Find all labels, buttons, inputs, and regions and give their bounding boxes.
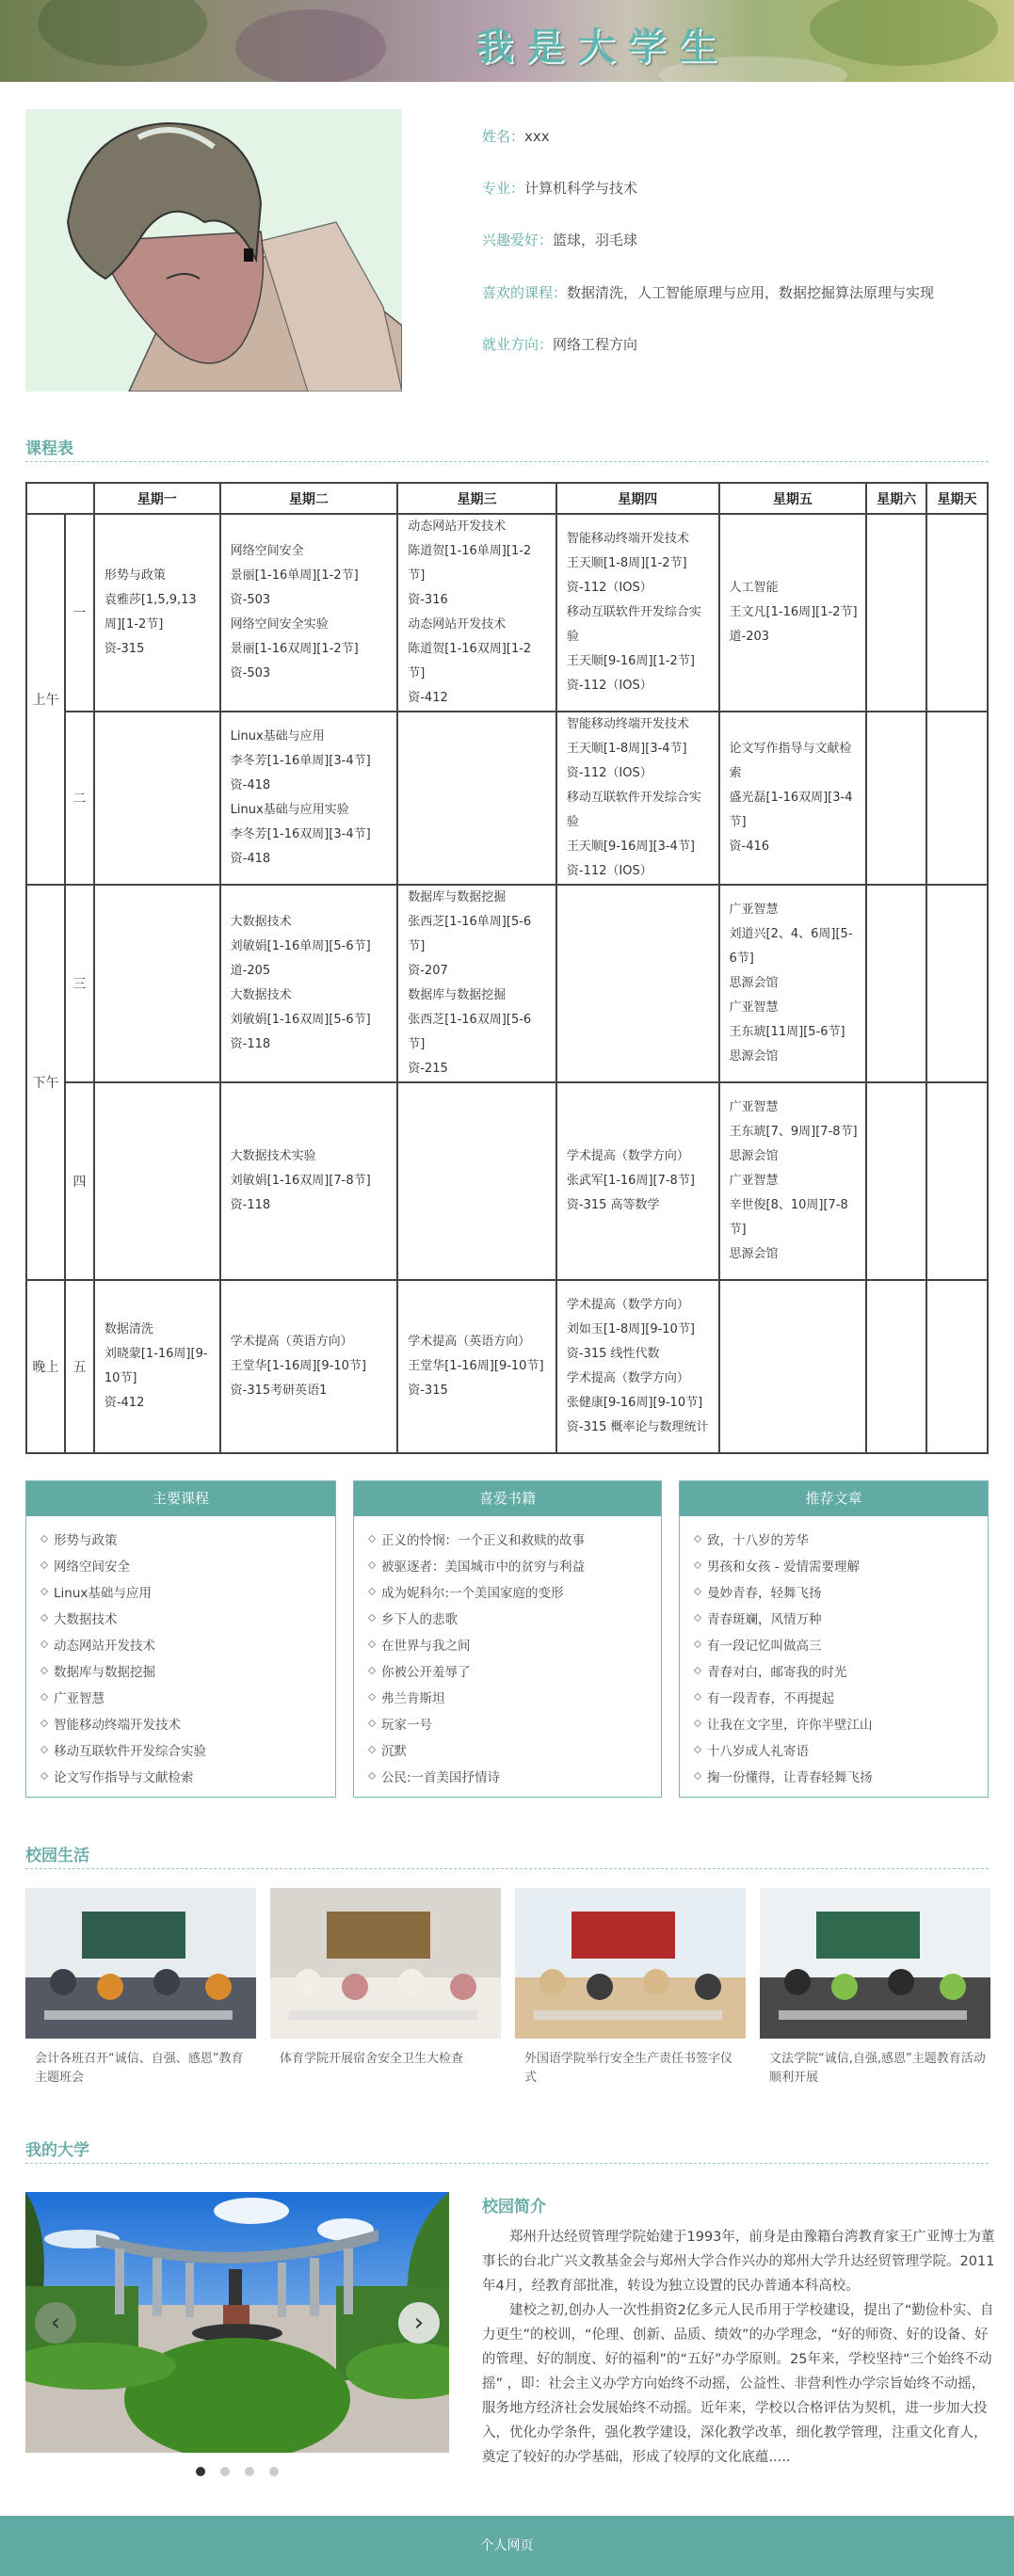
- photo-caption[interactable]: 体育学院开展宿舍安全卫生大检查: [280, 2052, 464, 2066]
- diamond-bullet-icon: [694, 1640, 701, 1648]
- box-title: 主要课程: [26, 1481, 335, 1516]
- course-line: 思源会馆: [729, 1149, 779, 1163]
- course-line: 刘敏娟[1-16单周][5-6节]: [230, 939, 371, 953]
- diamond-bullet-icon: [694, 1693, 701, 1701]
- list-item[interactable]: [369, 1765, 661, 1791]
- schedule-cell: [866, 712, 926, 885]
- slider-next-button[interactable]: [398, 2302, 440, 2344]
- schedule-cell: [220, 885, 398, 1082]
- campus-photo[interactable]: [760, 1888, 990, 2039]
- diamond-bullet-icon: [368, 1720, 376, 1727]
- course-line: 刘敏娟[1-16双周][7-8节]: [230, 1174, 371, 1188]
- schedule-cell: [866, 514, 926, 712]
- list-item-label: 大数据技术: [54, 1612, 118, 1627]
- list-item[interactable]: [369, 1580, 661, 1607]
- list-item-label: 论文写作指导与文献检索: [54, 1770, 194, 1785]
- course-line: 资-112（IOS）: [566, 766, 652, 780]
- diamond-bullet-icon: [40, 1614, 48, 1622]
- schedule-cell: [94, 1082, 220, 1280]
- campus-photo[interactable]: [270, 1888, 501, 2039]
- course-line: 刘道兴[2、4、6周][5-6节]: [729, 927, 853, 966]
- campus-photo[interactable]: [515, 1888, 746, 2039]
- course-line: 资-503: [230, 593, 271, 607]
- schedule-cell: [719, 712, 867, 885]
- box-list: [26, 1516, 335, 1791]
- list-item[interactable]: [695, 1738, 988, 1765]
- intro-paragraph: 郑州升达经贸管理学院始建于1993年，前身是由豫籍台湾教育家王广亚博士为董事长的台北广兴文教基金会与郑州大学合作兴办的郑州大学升达经贸管理学院。2011年4月，经教育部批准，转设为独立设置的民办普通本科高校。: [482, 2230, 995, 2294]
- schedule-cell: [719, 1082, 867, 1280]
- photo-caption[interactable]: 外国语学院举行安全生产责任书签字仪式: [524, 2052, 733, 2085]
- schedule-cell: [397, 514, 556, 712]
- course-line: 数据清洗: [104, 1322, 153, 1336]
- diamond-bullet-icon: [40, 1720, 48, 1727]
- intro-paragraph: 建校之初,创办人一次性捐资2亿多元人民币用于学校建设，提出了“勤俭朴实、自力更生”的校训，“伦理、创新、品质、绩效”的办学理念，“好的师资、好的设备、好的管理、好的制度、好的福利”的“五好”办学原则。25年来，学校坚持“三个始终不动摇” ，即：社会主义办学方向始终不动摇，公益性、非营利性办学宗旨始终不动摇，服务地方经济社会发展始终不动摇。近年来，学校以合格评估为契机，进一步加大投入，优化办学条件，强化教学建设，深化教学改革，细化教学管理，注重文化育人，奠定了较好的办学基础，形成了较厚的文化底蕴.....: [482, 2303, 994, 2465]
- course-line: 刘晓蒙[1-16周][9-10节]: [104, 1347, 208, 1385]
- box-list: [680, 1516, 988, 1791]
- schedule-cell: [926, 1280, 988, 1453]
- course-line: 王堂华[1-16周][9-10节]: [408, 1359, 544, 1373]
- list-item-label: 曼妙青春，轻舞飞扬: [707, 1586, 822, 1601]
- course-line: 张西芝[1-16双周][5-6节]: [408, 1013, 532, 1051]
- schedule-cell: [556, 885, 719, 1082]
- course-line: 资-418: [230, 852, 271, 866]
- header-banner: [0, 0, 1014, 82]
- course-line: 大数据技术实验: [230, 1149, 316, 1163]
- course-line: 动态网站开发技术: [408, 520, 507, 534]
- profile-hobbies: 兴趣爱好：篮球，羽毛球: [482, 232, 638, 248]
- list-item-label: 你被公开羞辱了: [381, 1665, 471, 1680]
- diamond-bullet-icon: [694, 1614, 701, 1622]
- list-item-label: 乡下人的悲歌: [381, 1612, 458, 1627]
- course-line: 张西芝[1-16单周][5-6节]: [408, 915, 532, 953]
- course-line: 辛世俊[8、10周][7-8节]: [729, 1198, 848, 1237]
- schedule-cell: [926, 514, 988, 712]
- course-line: 学术提高（数学方向）: [566, 1371, 689, 1385]
- schedule-cell: [94, 514, 220, 712]
- diamond-bullet-icon: [694, 1561, 701, 1569]
- list-item[interactable]: [695, 1712, 988, 1738]
- intro-body: [482, 2225, 995, 2470]
- list-item-label: 广亚智慧: [54, 1691, 105, 1706]
- diamond-bullet-icon: [694, 1772, 701, 1780]
- diamond-bullet-icon: [694, 1720, 701, 1727]
- list-item[interactable]: [41, 1686, 335, 1712]
- schedule-row: [26, 885, 988, 1082]
- course-line: 移动互联软件开发综合实验: [566, 791, 701, 829]
- schedule-cell: [220, 514, 398, 712]
- course-line: 资-315: [408, 1384, 448, 1398]
- list-item-label: 致，十八岁的芳华: [707, 1533, 809, 1548]
- chevron-right-icon: ›: [413, 2309, 425, 2337]
- diamond-bullet-icon: [368, 1746, 376, 1753]
- slider-dot-4[interactable]: [269, 2467, 279, 2476]
- schedule-cell: [220, 1082, 398, 1280]
- list-item-label: 玩家一号: [381, 1718, 432, 1733]
- list-item-label: 公民:一首美国抒情诗: [381, 1770, 501, 1785]
- schedule-row: [26, 1082, 988, 1280]
- photo-caption[interactable]: 文法学院“诚信,自强,感恩”主题教育活动顺利开展: [769, 2052, 986, 2085]
- schedule-cell: [220, 712, 398, 885]
- list-item-label: 青春对白，邮寄我的时光: [707, 1665, 847, 1680]
- diamond-bullet-icon: [368, 1640, 376, 1648]
- course-line: 学术提高（数学方向）: [566, 1298, 689, 1312]
- schedule-row: [26, 712, 988, 885]
- schedule-cell: [556, 514, 719, 712]
- course-line: 广亚智慧: [729, 1174, 779, 1188]
- course-line: 李冬芳[1-16双周][3-4节]: [230, 827, 371, 841]
- period-label: 上午: [26, 514, 65, 885]
- list-item-label: 青春斑斓，风情万种: [707, 1612, 822, 1627]
- course-line: 资-315 线性代数: [566, 1347, 660, 1361]
- list-item-label: 在世界与我之间: [381, 1639, 471, 1654]
- list-item[interactable]: [41, 1633, 335, 1659]
- course-line: 王东琥[7、9周][7-8节]: [729, 1125, 858, 1139]
- list-item-label: 让我在文字里，许你半壁江山: [707, 1718, 873, 1733]
- diamond-bullet-icon: [40, 1535, 48, 1543]
- course-line: 张武军[1-16周][7-8节]: [566, 1174, 695, 1188]
- diamond-bullet-icon: [694, 1535, 701, 1543]
- course-line: 思源会馆: [729, 1049, 779, 1064]
- box-title: 喜爱书籍: [354, 1481, 661, 1516]
- schedule-cell: [397, 1280, 556, 1453]
- course-line: 道-205: [230, 964, 271, 978]
- list-item-label: 动态网站开发技术: [54, 1639, 155, 1654]
- course-line: 移动互联软件开发综合实验: [566, 605, 701, 644]
- my-university-title: 我的大学: [25, 2141, 89, 2160]
- list-item-label: 有一段青春，不再提起: [707, 1691, 834, 1706]
- course-line: Linux基础与应用实验: [230, 803, 349, 817]
- schedule-cell: [94, 885, 220, 1082]
- chevron-left-icon: ‹: [50, 2309, 61, 2337]
- avatar-illustration: [25, 109, 402, 392]
- list-item-label: 沉默: [381, 1744, 407, 1759]
- list-item[interactable]: [369, 1686, 661, 1712]
- course-line: 学术提高（英语方向）: [230, 1335, 353, 1349]
- list-item[interactable]: [369, 1554, 661, 1580]
- course-line: 资-112（IOS）: [566, 679, 652, 693]
- course-line: 资-112（IOS）: [566, 581, 652, 595]
- day-header: 星期五: [719, 483, 867, 514]
- profile-career: 就业方向：网络工程方向: [482, 336, 638, 353]
- footer-text: 个人网页: [480, 2538, 534, 2553]
- favorite-books-box: [353, 1480, 662, 1798]
- profile-favorite-courses: 喜欢的课程：数据清洗，人工智能原理与应用，数据挖掘算法原理与实现: [482, 284, 935, 301]
- course-line: 智能移动终端开发技术: [566, 717, 689, 731]
- schedule-cell: [94, 1280, 220, 1453]
- section-label: 二: [65, 712, 94, 885]
- day-header: 星期二: [220, 483, 398, 514]
- course-line: 数据库与数据挖掘: [408, 988, 507, 1002]
- course-line: 学术提高（数学方向）: [566, 1149, 689, 1163]
- schedule-table: [25, 482, 989, 1454]
- list-item-label: 男孩和女孩 - 爱情需要理解: [707, 1560, 860, 1575]
- list-item[interactable]: [41, 1712, 335, 1738]
- diamond-bullet-icon: [368, 1535, 376, 1543]
- course-line: 资-118: [230, 1037, 271, 1051]
- section-divider: [25, 461, 989, 462]
- section-divider: [25, 1868, 989, 1869]
- course-line: 智能移动终端开发技术: [566, 532, 689, 546]
- course-line: 数据库与数据挖掘: [408, 890, 507, 904]
- schedule-cell: [220, 1280, 398, 1453]
- course-line: 陈道贺[1-16双周][1-2节]: [408, 642, 532, 680]
- course-line: 广亚智慧: [729, 1100, 779, 1114]
- course-line: 资-315 高等数学: [566, 1198, 660, 1212]
- campus-photo[interactable]: [25, 1888, 256, 2039]
- list-item-label: 有一段记忆叫做高三: [707, 1639, 822, 1654]
- schedule-title: 课程表: [25, 440, 73, 458]
- diamond-bullet-icon: [368, 1667, 376, 1674]
- campus-image-slider[interactable]: [25, 2192, 449, 2453]
- profile-name: 姓名：xxx: [482, 128, 550, 145]
- schedule-cell: [397, 712, 556, 885]
- diamond-bullet-icon: [40, 1588, 48, 1595]
- course-line: 道-203: [729, 630, 770, 644]
- schedule-cell: [866, 1280, 926, 1453]
- diamond-bullet-icon: [694, 1588, 701, 1595]
- schedule-row: [26, 1280, 988, 1453]
- diamond-bullet-icon: [40, 1772, 48, 1780]
- day-header: 星期一: [94, 483, 220, 514]
- diamond-bullet-icon: [40, 1640, 48, 1648]
- course-line: 动态网站开发技术: [408, 617, 507, 632]
- slider-prev-button[interactable]: [35, 2302, 76, 2344]
- list-item-label: Linux基础与应用: [54, 1586, 152, 1601]
- course-line: 王堂华[1-16周][9-10节]: [230, 1359, 366, 1373]
- course-line: 资-412: [104, 1396, 145, 1410]
- course-line: 王天顺[9-16周][1-2节]: [566, 654, 695, 668]
- course-line: 资-416: [729, 840, 770, 854]
- schedule-cell: [556, 712, 719, 885]
- list-item[interactable]: [41, 1738, 335, 1765]
- schedule-cell: [719, 1280, 867, 1453]
- schedule-cell: [866, 885, 926, 1082]
- intro-title: 校园简介: [482, 2198, 546, 2216]
- course-line: 王天顺[9-16周][3-4节]: [566, 840, 695, 854]
- diamond-bullet-icon: [694, 1746, 701, 1753]
- list-item-label: 掬一份懂得，让青春轻舞飞扬: [707, 1770, 873, 1785]
- course-line: 资-118: [230, 1198, 271, 1212]
- recommended-articles-box: [679, 1480, 989, 1798]
- period-label: 晚上: [26, 1280, 65, 1453]
- diamond-bullet-icon: [40, 1667, 48, 1674]
- schedule-cell: [397, 885, 556, 1082]
- day-header: 星期四: [556, 483, 719, 514]
- course-line: 广亚智慧: [729, 1000, 779, 1015]
- list-item-label: 网络空间安全: [54, 1560, 130, 1575]
- box-title: 推荐文章: [680, 1481, 988, 1516]
- course-line: 资-112（IOS）: [566, 864, 652, 878]
- course-line: 资-315: [104, 642, 145, 656]
- day-header: 星期三: [397, 483, 556, 514]
- box-list: [354, 1516, 661, 1791]
- campus-life-title: 校园生活: [25, 1847, 89, 1865]
- list-item[interactable]: [41, 1607, 335, 1633]
- course-line: 景丽[1-16单周][1-2节]: [230, 568, 359, 583]
- main-courses-box: [25, 1480, 336, 1798]
- schedule-cell: [926, 1082, 988, 1280]
- course-line: 网络空间安全实验: [230, 617, 329, 632]
- course-line: 刘敏娟[1-16双周][5-6节]: [230, 1013, 371, 1027]
- course-line: 李冬芳[1-16单周][3-4节]: [230, 754, 371, 768]
- course-line: 王东琥[11周][5-6节]: [729, 1025, 845, 1039]
- list-item[interactable]: [369, 1659, 661, 1686]
- course-line: 资-315考研英语1: [230, 1384, 328, 1398]
- schedule-cell: [926, 885, 988, 1082]
- list-item-label: 被驱逐者：美国城市中的贫穷与利益: [381, 1560, 585, 1575]
- schedule-cell: [94, 712, 220, 885]
- course-line: 资-207: [408, 964, 448, 978]
- diamond-bullet-icon: [694, 1667, 701, 1674]
- course-line: 资-316: [408, 593, 448, 607]
- course-line: 人工智能: [729, 581, 779, 595]
- schedule-cell: [556, 1082, 719, 1280]
- slider-dot-1[interactable]: [196, 2467, 205, 2476]
- diamond-bullet-icon: [368, 1561, 376, 1569]
- list-item[interactable]: [695, 1659, 988, 1686]
- course-line: 形势与政策: [104, 568, 166, 583]
- course-line: 王天顺[1-8周][3-4节]: [566, 742, 687, 756]
- course-line: 王文凡[1-16周][1-2节]: [729, 605, 858, 619]
- list-item-label: 正义的怜悯：一个正义和救赎的故事: [381, 1533, 585, 1548]
- diamond-bullet-icon: [368, 1772, 376, 1780]
- schedule-cell: [719, 885, 867, 1082]
- list-item[interactable]: [695, 1528, 988, 1554]
- diamond-bullet-icon: [40, 1746, 48, 1753]
- course-line: 网络空间安全: [230, 544, 304, 558]
- site-title: 我是大学生: [475, 25, 730, 69]
- schedule-cell: [397, 1082, 556, 1280]
- diamond-bullet-icon: [368, 1588, 376, 1595]
- diamond-bullet-icon: [40, 1693, 48, 1701]
- course-line: 思源会馆: [729, 976, 779, 990]
- list-item[interactable]: [41, 1580, 335, 1607]
- schedule-cell: [556, 1280, 719, 1453]
- period-label: 下午: [26, 885, 65, 1280]
- list-item[interactable]: [369, 1607, 661, 1633]
- list-item[interactable]: [41, 1659, 335, 1686]
- section-divider: [25, 2163, 989, 2164]
- schedule-row: [26, 514, 988, 712]
- diamond-bullet-icon: [368, 1693, 376, 1701]
- schedule-cell: [866, 1082, 926, 1280]
- list-item[interactable]: [369, 1738, 661, 1765]
- list-item[interactable]: [695, 1580, 988, 1607]
- list-item[interactable]: [695, 1633, 988, 1659]
- list-item[interactable]: [695, 1686, 988, 1712]
- course-line: 论文写作指导与文献检索: [729, 742, 852, 780]
- footer: [0, 2516, 1014, 2576]
- course-line: 刘如玉[1-8周][9-10节]: [566, 1322, 695, 1336]
- list-item-label: 智能移动终端开发技术: [54, 1718, 181, 1733]
- schedule-header-row: [26, 483, 988, 514]
- schedule-cell: [719, 514, 867, 712]
- photo-caption[interactable]: 会计各班召开“诚信、自强、感恩”教育主题班会: [35, 2052, 244, 2085]
- list-item[interactable]: [369, 1712, 661, 1738]
- section-label: 一: [65, 514, 94, 712]
- diamond-bullet-icon: [368, 1614, 376, 1622]
- profile-major: 专业：计算机科学与技术: [482, 180, 638, 197]
- course-line: 盛光磊[1-16双周][3-4节]: [729, 791, 853, 829]
- list-item[interactable]: [41, 1765, 335, 1791]
- list-item-label: 移动互联软件开发综合实验: [54, 1744, 206, 1759]
- course-line: 大数据技术: [230, 915, 292, 929]
- course-line: 陈道贺[1-16单周][1-2节]: [408, 544, 532, 583]
- list-item[interactable]: [41, 1528, 335, 1554]
- list-item[interactable]: [41, 1554, 335, 1580]
- course-line: 王天顺[1-8周][1-2节]: [566, 556, 687, 570]
- list-item-label: 弗兰肯斯坦: [381, 1691, 445, 1706]
- list-item-label: 成为妮科尔:一个美国家庭的变形: [381, 1586, 564, 1601]
- course-line: 资-412: [408, 691, 448, 705]
- course-line: Linux基础与应用: [230, 729, 325, 744]
- course-line: 资-503: [230, 666, 271, 680]
- section-label: 三: [65, 885, 94, 1082]
- course-line: 广亚智慧: [729, 903, 779, 917]
- list-item[interactable]: [695, 1765, 988, 1791]
- day-header: 星期六: [866, 483, 926, 514]
- list-item-label: 数据库与数据挖掘: [54, 1665, 155, 1680]
- section-label: 五: [65, 1280, 94, 1453]
- course-line: 资-215: [408, 1062, 448, 1076]
- diamond-bullet-icon: [40, 1561, 48, 1569]
- list-item-label: 十八岁成人礼寄语: [707, 1744, 809, 1759]
- course-line: 资-418: [230, 778, 271, 792]
- list-item-label: 形势与政策: [54, 1533, 118, 1548]
- section-label: 四: [65, 1082, 94, 1280]
- list-item[interactable]: [695, 1607, 988, 1633]
- corner-cell: [26, 483, 94, 514]
- course-line: 思源会馆: [729, 1247, 779, 1261]
- list-item[interactable]: [369, 1633, 661, 1659]
- course-line: 资-315 概率论与数理统计: [566, 1420, 709, 1434]
- list-item[interactable]: [369, 1528, 661, 1554]
- slider-dot-2[interactable]: [220, 2467, 230, 2476]
- course-line: 学术提高（英语方向）: [408, 1335, 531, 1349]
- course-line: 张健康[9-16周][9-10节]: [566, 1396, 703, 1410]
- slider-dot-3[interactable]: [245, 2467, 254, 2476]
- schedule-cell: [926, 712, 988, 885]
- course-line: 大数据技术: [230, 988, 292, 1002]
- course-line: 景丽[1-16双周][1-2节]: [230, 642, 359, 656]
- list-item[interactable]: [695, 1554, 988, 1580]
- course-line: 袁雅莎[1,5,9,13周][1-2节]: [104, 593, 197, 632]
- day-header: 星期天: [926, 483, 988, 514]
